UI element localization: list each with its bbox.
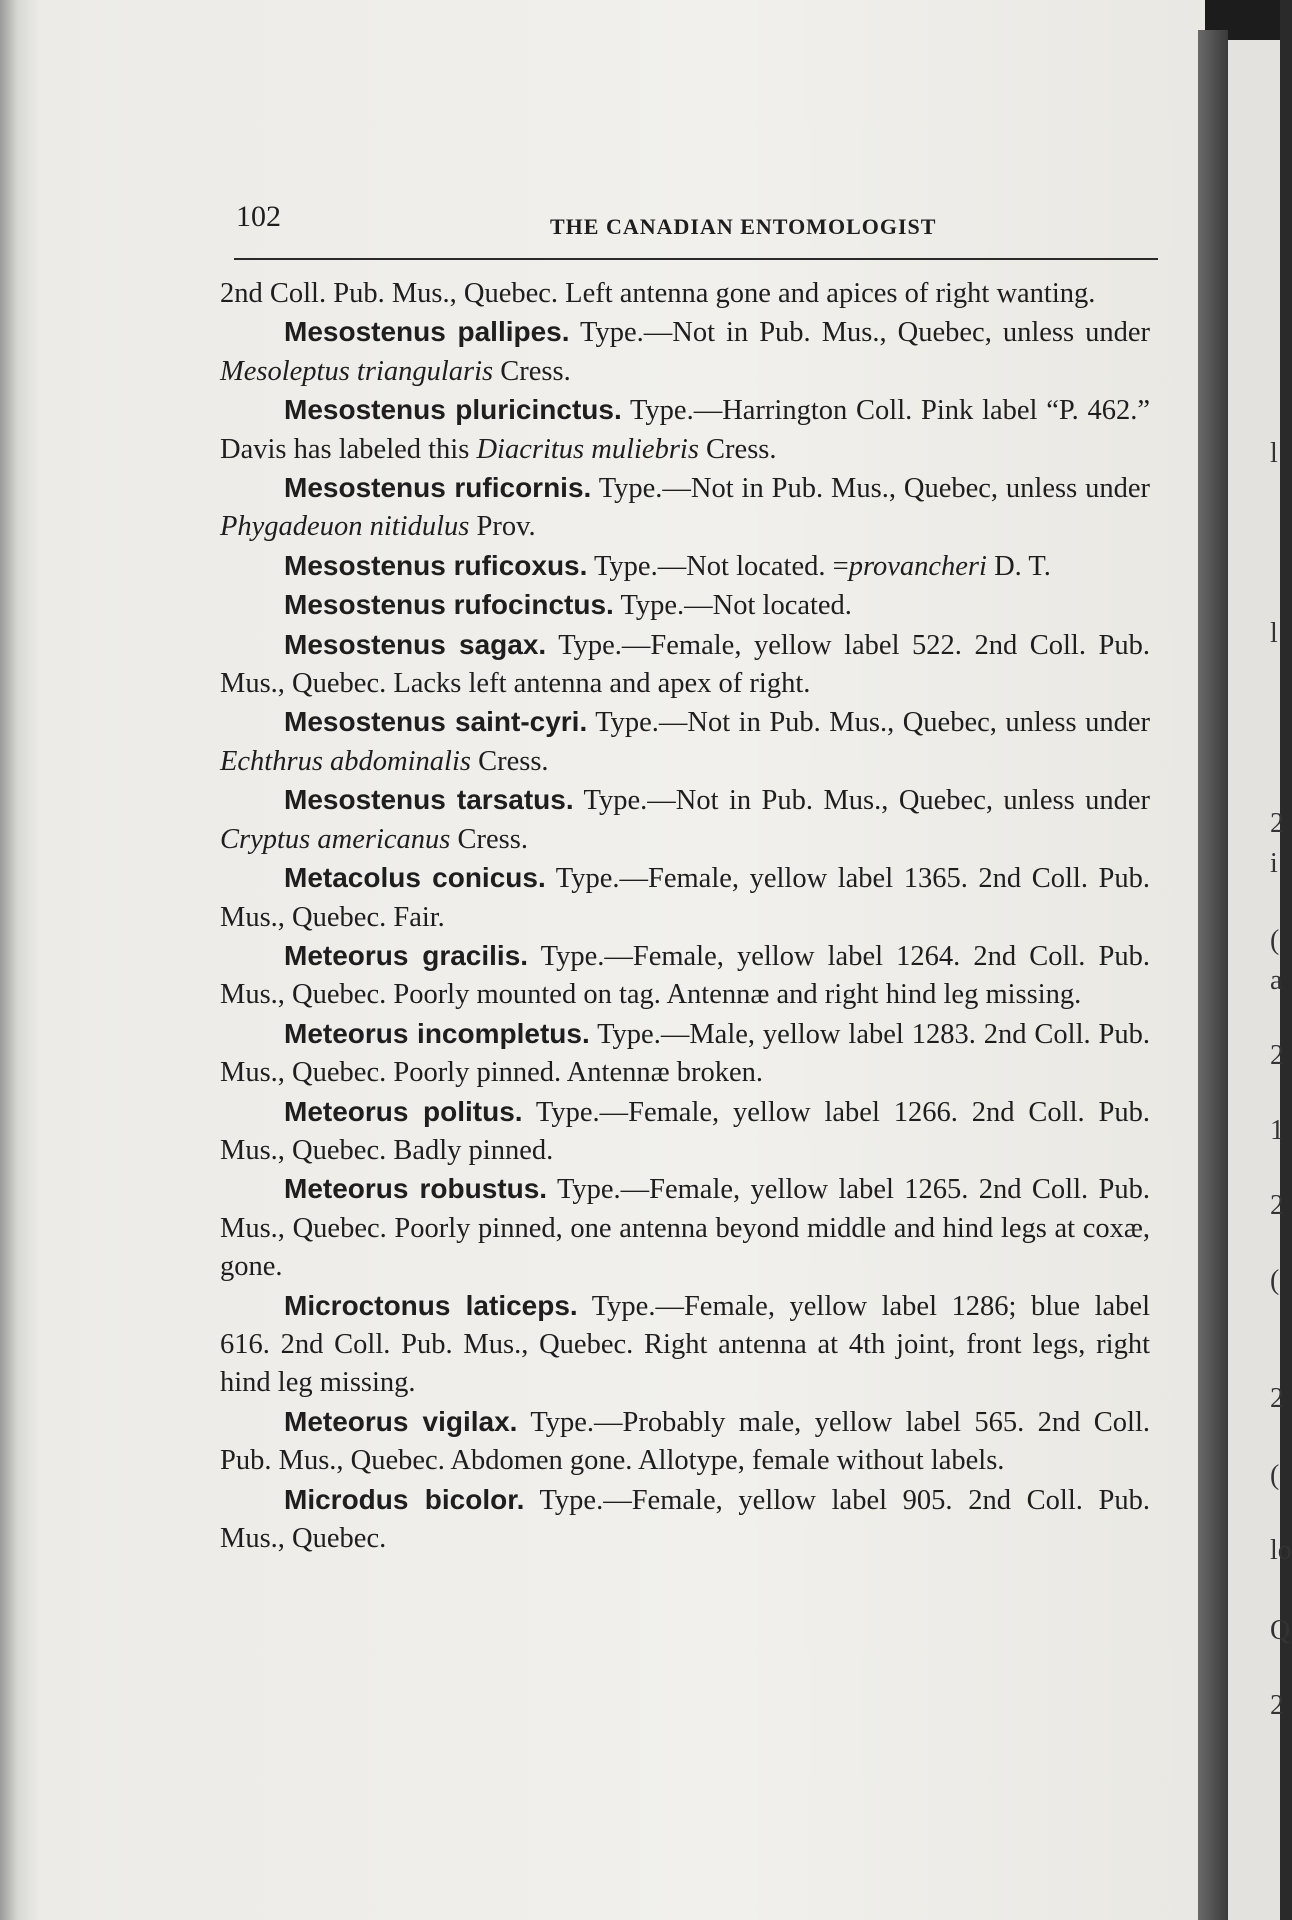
entry-mesostenus-ruficornis	[220, 469, 1150, 547]
page-gutter-shadow	[1198, 30, 1228, 1920]
entry-text: Prov.	[469, 511, 536, 543]
species-name: Meteorus gracilis.	[284, 939, 529, 971]
entry-text: Type.—Harrington Coll. Pink label “P. 462.” Davis has labeled this	[220, 395, 1151, 465]
adjacent-page-fragment: (	[1270, 1460, 1280, 1491]
continuation-paragraph: 2nd Coll. Pub. Mus., Quebec. Left antenna gone and apices of right wanting.	[220, 278, 1096, 309]
synonym-name: Echthrus abdominalis	[220, 745, 471, 777]
adjacent-page-fragment: 2	[1270, 1040, 1284, 1071]
adjacent-page-fragment: Q	[1270, 1615, 1291, 1646]
entry-text: Type.—Male, yellow label 1283. 2nd Coll. Pub. Mus., Quebec. Poorly pinned. Antennæ broken.	[220, 1018, 1151, 1089]
adjacent-page-fragment: (	[1270, 1265, 1280, 1296]
species-name: Meteorus politus.	[284, 1095, 523, 1127]
entry-text: Type.—Not located. =	[587, 550, 849, 582]
entry-mesostenus-tarsatus	[220, 781, 1150, 859]
entry-microdus-bicolor	[220, 1481, 1150, 1559]
species-name: Mesostenus ruficornis.	[284, 472, 592, 504]
header-rule	[234, 258, 1158, 260]
species-name: Mesostenus saint-cyri.	[284, 706, 588, 738]
species-name: Mesostenus ruficoxus.	[284, 549, 588, 581]
entry-mesostenus-pluricinctus	[220, 391, 1150, 469]
synonym-name: Mesoleptus triangularis	[220, 355, 494, 387]
entry-metacolus-conicus	[220, 859, 1150, 937]
entry-microctonus-laticeps	[220, 1287, 1150, 1403]
entry-text: Type.—Female, yellow label 905. 2nd Coll. Pub. Mus., Quebec.	[220, 1484, 1150, 1554]
entry-mesostenus-pallipes	[220, 313, 1150, 391]
adjacent-page-edge	[1228, 40, 1292, 1920]
entry-mesostenus-ruficoxus	[220, 547, 1150, 586]
synonym-name: provancheri	[848, 550, 987, 582]
entry-meteorus-robustus	[220, 1170, 1150, 1286]
entry-text: Type.—Probably male, yellow label 565. 2nd Coll. Pub. Mus., Quebec. Abdomen gone. Allotype, female without labels.	[220, 1406, 1151, 1477]
entry-text: Type.—Female, yellow label 1266. 2nd Coll. Pub. Mus., Quebec. Badly pinned.	[220, 1096, 1150, 1166]
adjacent-page-fragment: (	[1270, 925, 1280, 956]
entry-text: Type.—Female, yellow label 1365. 2nd Coll. Pub. Mus., Quebec. Fair.	[220, 863, 1150, 933]
entry-text: Type.—Female, yellow label 1265. 2nd Coll. Pub. Mus., Quebec. Poorly pinned, one antenna beyond middle and hind legs at coxæ, gone.	[220, 1174, 1150, 1283]
body-text	[220, 275, 1150, 1558]
entry-mesostenus-saint-cyri	[220, 703, 1150, 781]
adjacent-page-fragment: l	[1270, 618, 1278, 649]
entry-text: Type.—Not in Pub. Mus., Quebec, unless under	[569, 317, 1150, 349]
entry-text: Type.—Not in Pub. Mus., Quebec, unless under	[587, 707, 1150, 739]
adjacent-page-fragment: a	[1270, 965, 1283, 996]
entry-text: Cress.	[470, 745, 549, 777]
species-name: Meteorus vigilax.	[284, 1405, 518, 1437]
entry-text: Cress.	[698, 433, 777, 465]
species-name: Meteorus incompletus.	[284, 1017, 590, 1049]
entry-text: Cress.	[493, 355, 571, 387]
entry-meteorus-incompletus	[220, 1015, 1150, 1093]
adjacent-page-fragment: 2	[1270, 808, 1284, 839]
adjacent-page-fragment: 1	[1270, 1115, 1284, 1146]
species-name: Mesostenus tarsatus.	[284, 784, 574, 816]
entry-mesostenus-rufocinctus	[220, 586, 1150, 625]
species-name: Mesostenus pluricinctus.	[284, 394, 622, 426]
entry-meteorus-gracilis	[220, 937, 1150, 1015]
entry-text: Type.—Not located.	[613, 590, 852, 622]
entry-text: Type.—Not in Pub. Mus., Quebec, unless under	[591, 473, 1150, 505]
running-head: THE CANADIAN ENTOMOLOGIST	[550, 214, 937, 239]
species-name: Meteorus robustus.	[284, 1173, 548, 1205]
adjacent-page-fragment: lo	[1270, 1535, 1292, 1566]
entry-meteorus-vigilax	[220, 1403, 1150, 1481]
entry-text: Type.—Female, yellow label 1264. 2nd Coll. Pub. Mus., Quebec. Poorly mounted on tag. Antennæ and right hind leg missing.	[220, 940, 1150, 1011]
species-name: Mesostenus sagax.	[284, 628, 547, 660]
species-name: Mesostenus pallipes.	[284, 316, 570, 348]
page-header	[220, 200, 1150, 250]
entry-meteorus-politus	[220, 1093, 1150, 1171]
species-name: Mesostenus rufocinctus.	[284, 589, 614, 621]
synonym-name: Phygadeuon nitidulus	[220, 511, 470, 543]
adjacent-page-fragment: 2	[1270, 1383, 1284, 1414]
adjacent-page-fragment: l	[1270, 438, 1278, 469]
entry-text: Type.—Female, yellow label 522. 2nd Coll. Pub. Mus., Quebec. Lacks left antenna and apex of right.	[220, 629, 1150, 700]
species-name: Microctonus laticeps.	[284, 1289, 578, 1321]
adjacent-page-fragment: 2	[1270, 1190, 1284, 1221]
entry-text: Type.—Female, yellow label 1286; blue label 616. 2nd Coll. Pub. Mus., Quebec. Right antenna at 4th joint, front legs, right hind leg missing.	[220, 1290, 1151, 1399]
species-name: Metacolus conicus.	[284, 862, 546, 894]
synonym-name: Diacritus muliebris	[476, 433, 699, 465]
page-number: 102	[236, 200, 281, 233]
species-name: Microdus bicolor.	[284, 1483, 525, 1515]
adjacent-page-fragment: i	[1270, 848, 1278, 879]
entry-text: D. T.	[986, 550, 1051, 582]
entry-text: Cress.	[450, 823, 528, 855]
entry-mesostenus-sagax	[220, 626, 1150, 704]
adjacent-page-fragment: 2	[1270, 1690, 1284, 1721]
entry-text: Type.—Not in Pub. Mus., Quebec, unless under	[573, 785, 1150, 817]
synonym-name: Cryptus americanus	[220, 823, 451, 855]
